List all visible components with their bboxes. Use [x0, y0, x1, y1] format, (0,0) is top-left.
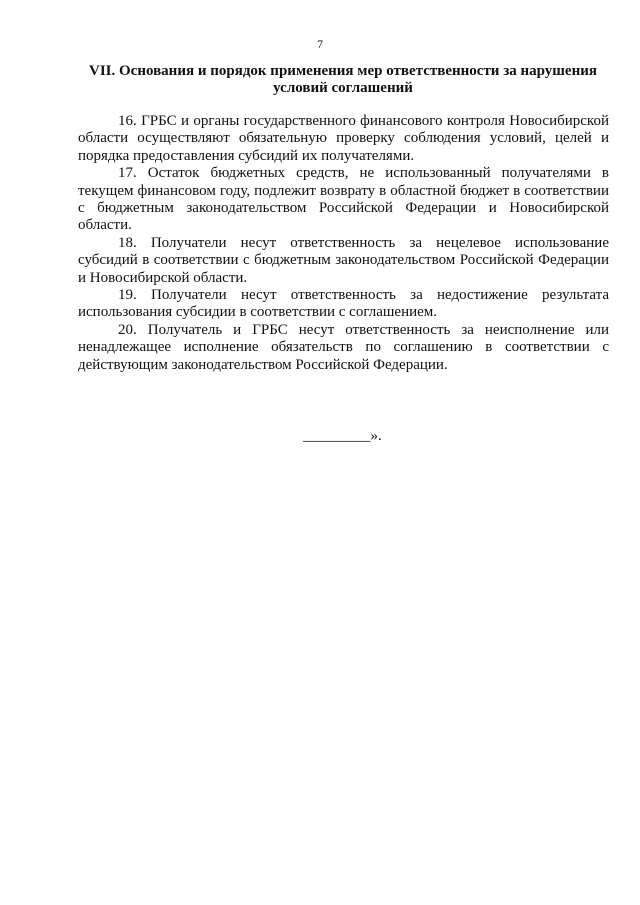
- paragraph-19: 19. Получатели несут ответственность за недостижение результата использования субсидии в соответствии с соглашением.: [78, 287, 609, 321]
- document-body: [78, 113, 609, 374]
- paragraph-20: 20. Получатель и ГРБС несут ответственность за неисполнение или ненадлежащее исполнение обязательств по соглашению в соответствии с действующим законодательством Российской Федерации.: [78, 321, 609, 373]
- page-number: 7: [317, 37, 323, 51]
- section-title-line-2: условий соглашений: [273, 80, 413, 96]
- section-title: [78, 63, 608, 97]
- paragraph-16: 16. ГРБС и органы государственного финансового контроля Новосибирской области осуществляют обязательную проверку соблюдения условий, целей и порядка предоставления субсидий их получателями.: [78, 113, 609, 164]
- paragraph-18: 18. Получатели несут ответственность за нецелевое использование субсидий в соответствии с бюджетным законодательством Российской Федерации и Новосибирской области.: [78, 234, 609, 286]
- closing-mark: _________».: [303, 428, 382, 444]
- section-title-line-1: VII. Основания и порядок применения мер ответственности за нарушения: [88, 63, 597, 79]
- paragraph-17: 17. Остаток бюджетных средств, не использованный получателями в текущем финансовом году, подлежит возврату в областной бюджет в соответствии с бюджетным законодательством Российской Федерации и Новосибирской области.: [78, 165, 609, 234]
